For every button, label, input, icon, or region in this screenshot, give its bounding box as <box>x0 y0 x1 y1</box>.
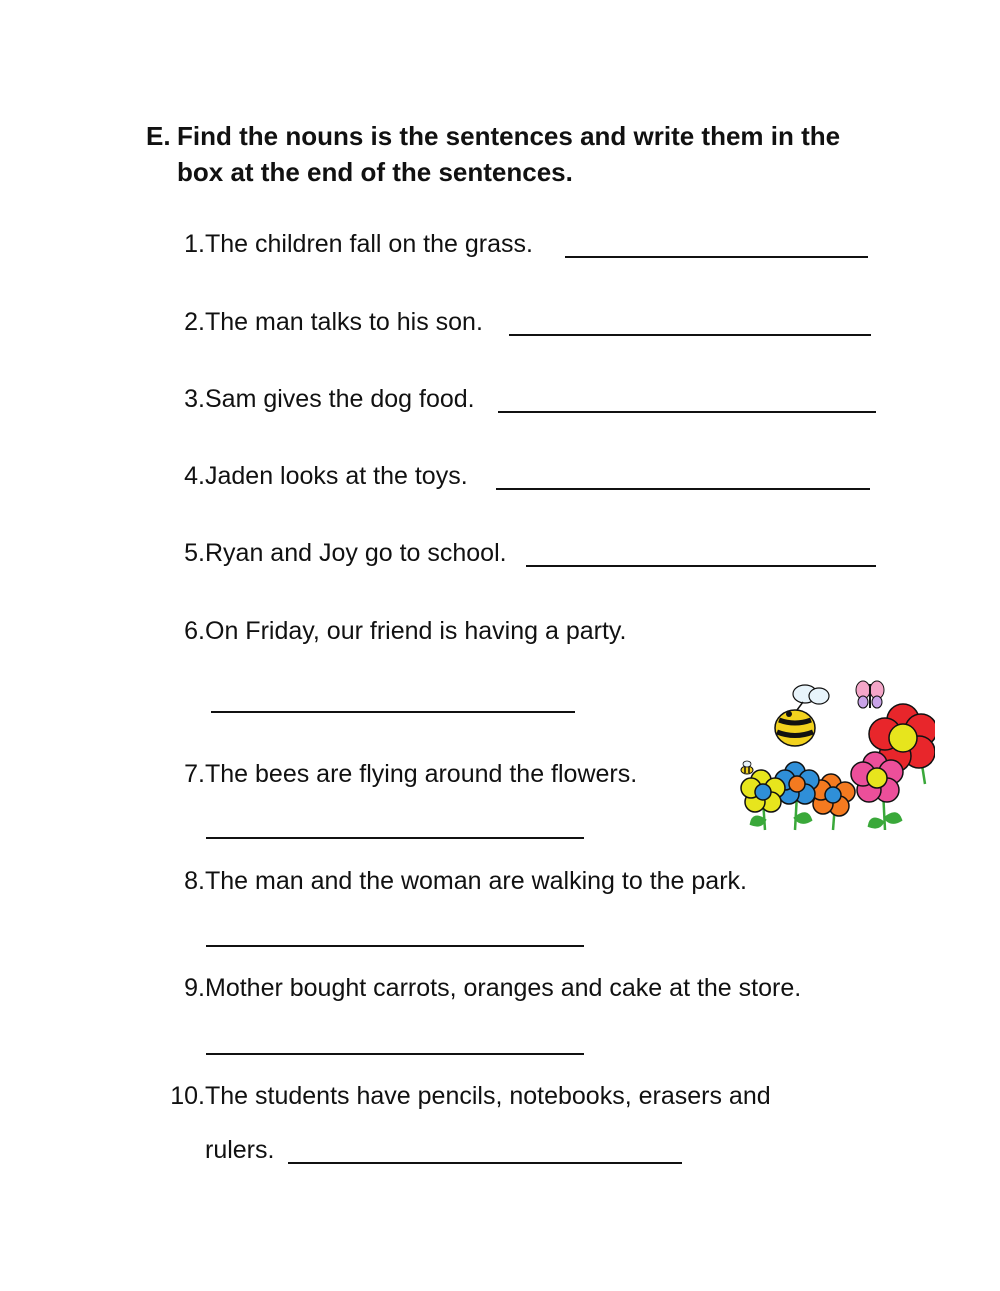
section-letter: E. <box>146 121 171 151</box>
question-text: The man and the woman are walking to the park. <box>205 867 747 895</box>
question-number: 8. <box>184 867 205 895</box>
bee-icon <box>775 685 829 746</box>
question-number: 9. <box>184 974 205 1002</box>
question-text-continued: rulers. <box>205 1136 275 1164</box>
instruction-line-1: Find the nouns is the sentences and write them in the <box>177 121 841 151</box>
question-text: Ryan and Joy go to school. <box>205 539 507 567</box>
butterfly-icon <box>856 681 884 708</box>
question-10-continued <box>205 1135 274 1165</box>
question-number: 10. <box>170 1082 205 1110</box>
answer-blank-2[interactable] <box>509 334 871 336</box>
answer-blank-3[interactable] <box>498 411 876 413</box>
question-number: 1. <box>184 230 205 258</box>
answer-blank-9[interactable] <box>206 1053 584 1055</box>
question-text: Jaden looks at the toys. <box>205 462 468 490</box>
bees-flowers-illustration <box>735 672 935 837</box>
question-text: The man talks to his son. <box>205 308 483 336</box>
answer-blank-1[interactable] <box>565 256 868 258</box>
question-text: The children fall on the grass. <box>205 230 533 258</box>
question-text: Sam gives the dog food. <box>205 385 475 413</box>
question-number: 5. <box>184 539 205 567</box>
instruction-line-2: box at the end of the sentences. <box>177 157 573 187</box>
question-number: 2. <box>184 308 205 336</box>
question-number: 6. <box>184 617 205 645</box>
question-number: 7. <box>184 760 205 788</box>
answer-blank-8[interactable] <box>206 945 584 947</box>
question-number: 4. <box>184 462 205 490</box>
question-text: Mother bought carrots, oranges and cake at the store. <box>205 974 802 1002</box>
question-text: The bees are flying around the flowers. <box>205 760 638 788</box>
question-text: On Friday, our friend is having a party. <box>205 617 627 645</box>
answer-blank-7[interactable] <box>206 837 584 839</box>
answer-blank-4[interactable] <box>496 488 870 490</box>
answer-blank-6[interactable] <box>211 711 575 713</box>
small-bee-icon <box>741 761 753 774</box>
answer-blank-10[interactable] <box>288 1162 682 1164</box>
question-text: The students have pencils, notebooks, erasers and <box>205 1082 771 1110</box>
answer-blank-5[interactable] <box>526 565 876 567</box>
question-number: 3. <box>184 385 205 413</box>
